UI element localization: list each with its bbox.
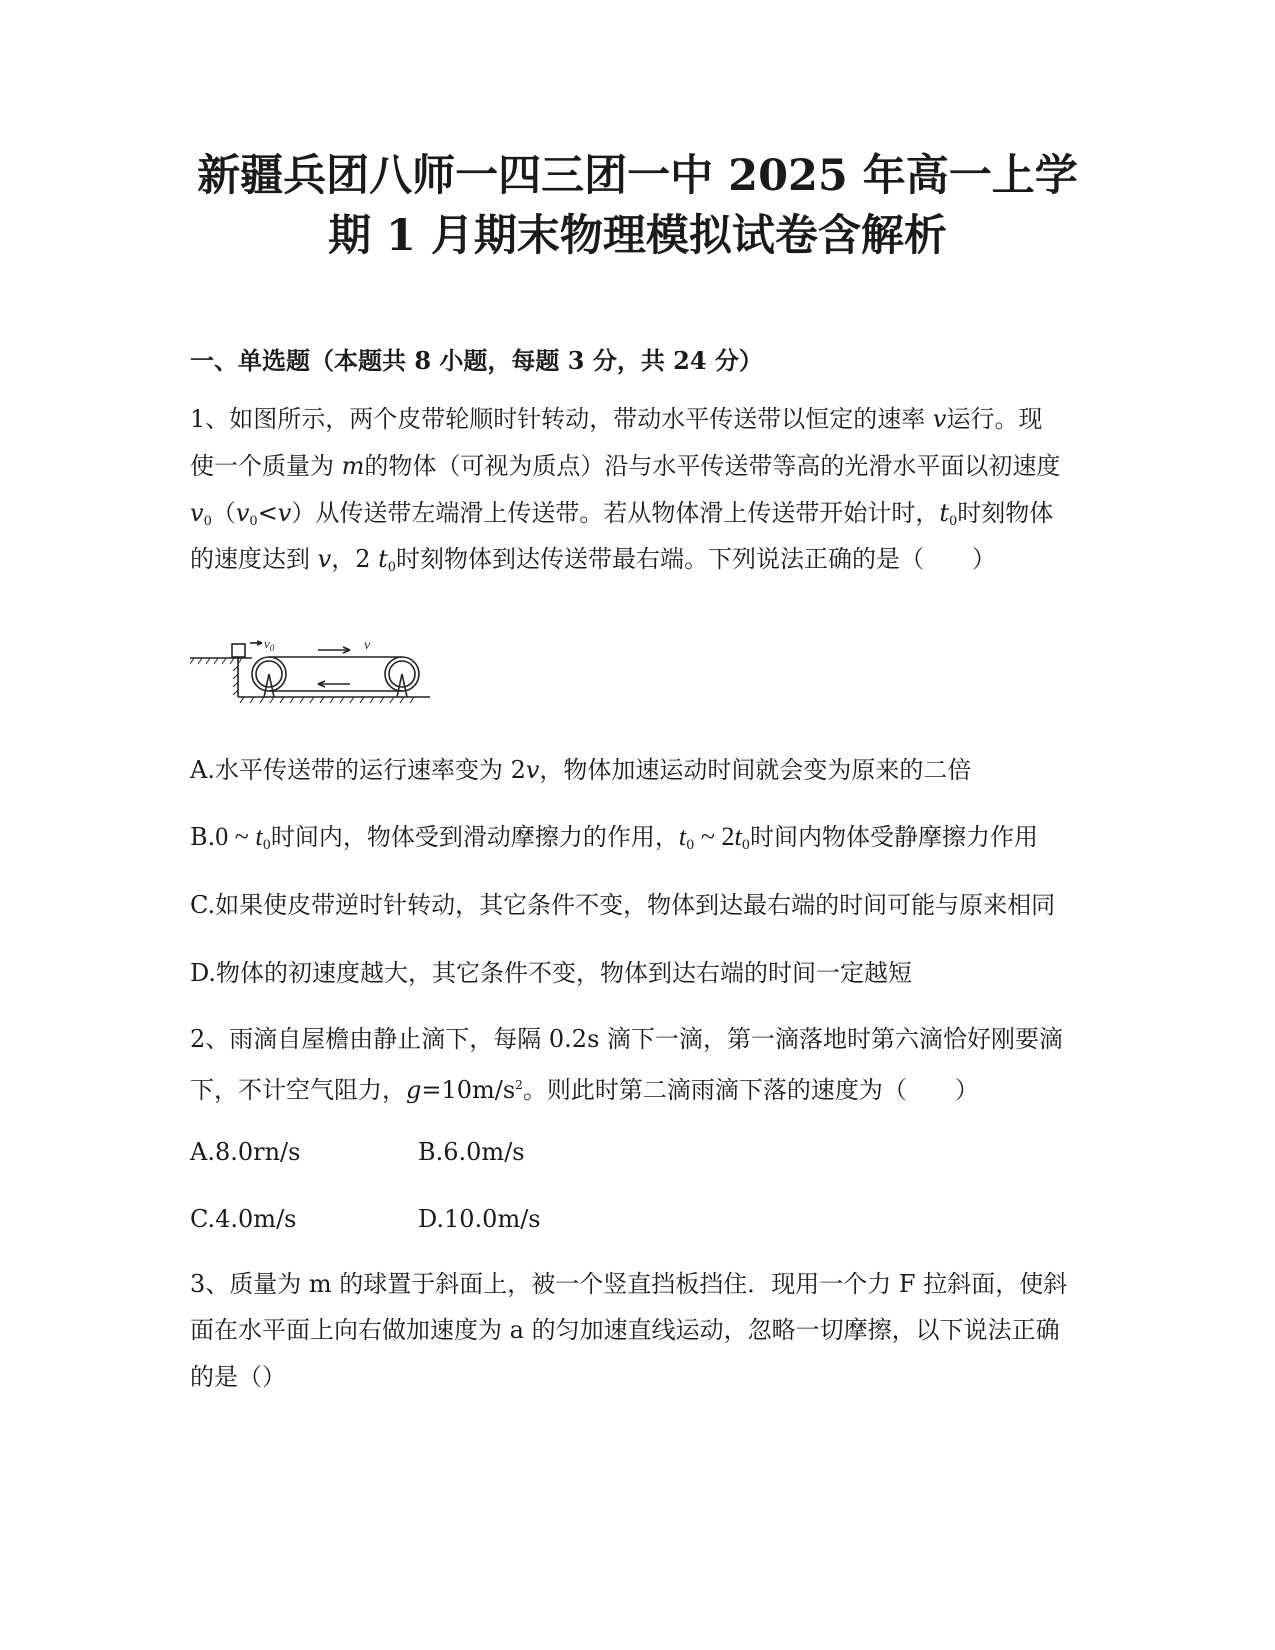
q3-line-3: 的是（） — [190, 1363, 286, 1391]
conveyor-belt-figure — [190, 640, 430, 710]
doc-title-line-2: 期 1 月期末物理模拟试卷含解析 — [328, 211, 947, 261]
q1-option-a: A.水平传送带的运行速率变为 2v，物体加速运动时间就会变为原来的二倍 — [190, 756, 972, 784]
q2-line-1: 2、雨滴自屋檐由静止滴下，每隔 0.2s 滴下一滴，第一滴落地时第六滴恰好刚要滴 — [190, 1025, 1064, 1053]
q2-option-row-1 — [190, 1136, 300, 1168]
q1-line-3: $v_0(v_0<v)$从传送带左端滑上传送带。若从物体滑上传送带开始计时，$t_0$时刻物体 — [190, 499, 1054, 529]
left-ground-hatch — [190, 658, 242, 664]
q1-option-c: C.如果使皮带逆时针转动，其它条件不变，物体到达最右端的时间可能与原来相同 — [190, 891, 1056, 919]
q3-line-2: 面在水平面上向右做加速度为 a 的匀加速直线运动，忽略一切摩擦，以下说法正确 — [190, 1316, 1060, 1344]
label-v0: $v_0$ — [264, 640, 275, 653]
q1-line-2: 使一个质量为 m的物体（可视为质点）沿与水平传送带等高的光滑水平面以初速度 — [190, 452, 1061, 480]
bottom-ground-hatch — [240, 697, 414, 703]
q2-option-d: D.10.0m/s — [418, 1205, 541, 1233]
q3-line-1: 3、质量为 m 的球置于斜面上，被一个竖直挡板挡住．现用一个力 F 拉斜面，使斜 — [190, 1270, 1068, 1298]
q2-option-c: C.4.0m/s — [190, 1205, 297, 1233]
q2-option-b: B.6.0m/s — [418, 1138, 525, 1166]
q1-line-1: 1、如图所示，两个皮带轮顺时针转动，带动水平传送带以恒定的速率 v运行。现 — [190, 405, 1043, 433]
q2-option-a: A.8.0rn/s — [190, 1138, 301, 1166]
label-v: v — [364, 640, 371, 653]
q1-option-b: B.0 ~ $t_0$时间内，物体受到滑动摩擦力的作用，$t_0$ ~ $2t_0$时间内物体受静摩擦力作用 — [190, 822, 1038, 853]
q2-line-2: 下，不计空气阻力，$g=10m/s^2$。则此时第二滴雨滴下落的速度为（ ） — [190, 1076, 979, 1104]
q1-line-4: 的速度达到 v，2 $t_0$时刻物体到达传送带最右端。下列说法正确的是（ ） — [190, 545, 997, 575]
q1-option-d: D.物体的初速度越大，其它条件不变，物体到达右端的时间一定越短 — [190, 959, 913, 987]
section-heading: 一、单选题（本题共 8 小题，每题 3 分，共 24 分） — [190, 346, 763, 375]
doc-title-line-1: 新疆兵团八师一四三团一中 2025 年高一上学 — [197, 151, 1078, 201]
left-support — [264, 674, 274, 697]
right-support — [397, 674, 407, 697]
block — [232, 644, 245, 657]
